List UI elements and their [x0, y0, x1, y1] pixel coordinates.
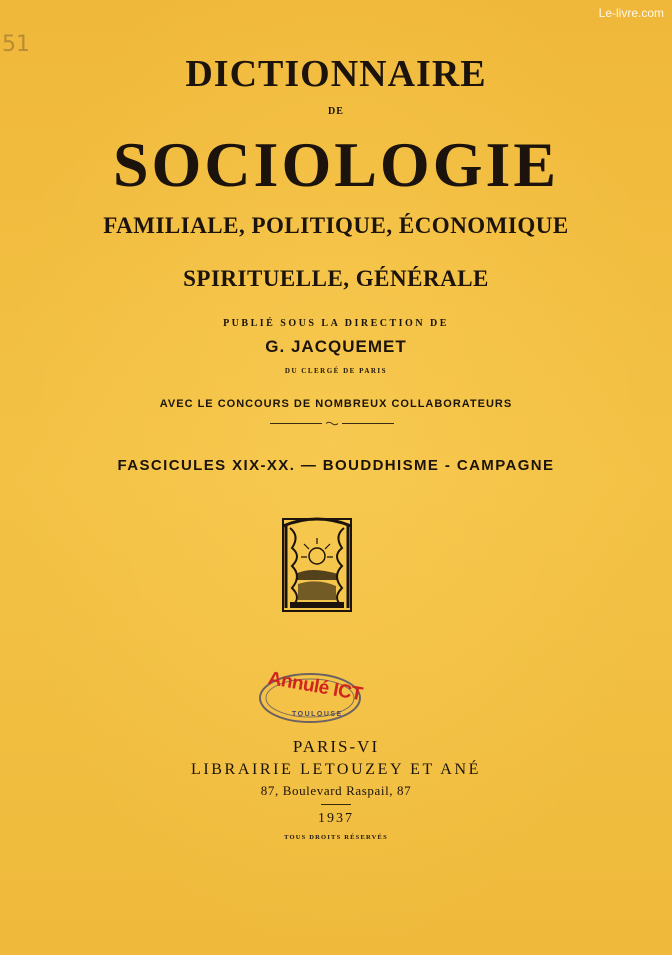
publisher-name: LIBRAIRIE LETOUZEY ET ANÉ [190, 761, 481, 778]
publisher-city: PARIS-VI [292, 737, 380, 756]
rule-left [270, 423, 322, 424]
fascicle-line: FASCICULES XIX-XX. — BOUDDHISME - CAMPAGNE [117, 457, 555, 474]
pencil-annotation: 51 [2, 32, 30, 57]
editor-name: G. JACQUEMET [265, 337, 407, 356]
subtitle-2: SPIRITUELLE, GÉNÉRALE [183, 266, 489, 291]
printer-vignette-icon [280, 516, 354, 614]
stamp-text: Annulé ICT [266, 668, 364, 706]
fleuron-icon [326, 421, 338, 426]
title-connector: DE [328, 106, 344, 117]
editor-affiliation: DU CLERGÉ DE PARIS [284, 367, 388, 375]
publication-year: 1937 [318, 811, 354, 826]
title-main: SOCIOLOGIE [112, 129, 560, 200]
title-line-1: DICTIONNAIRE [185, 53, 487, 95]
rule-year [321, 804, 351, 805]
rights-notice: TOUS DROITS RÉSERVÉS [284, 834, 388, 841]
watermark: Le-livre.com [598, 6, 664, 20]
publisher-address: 87, Boulevard Raspail, 87 [260, 783, 412, 798]
subtitle-1: FAMILIALE, POLITIQUE, ÉCONOMIQUE [103, 213, 569, 238]
stamp-city: TOULOUSE [292, 711, 343, 718]
editor-intro: PUBLIÉ SOUS LA DIRECTION DE [223, 318, 449, 329]
collaborators-line: AVEC LE CONCOURS DE NOMBREUX COLLABORATEURS [159, 398, 513, 410]
rule-right [342, 423, 394, 424]
